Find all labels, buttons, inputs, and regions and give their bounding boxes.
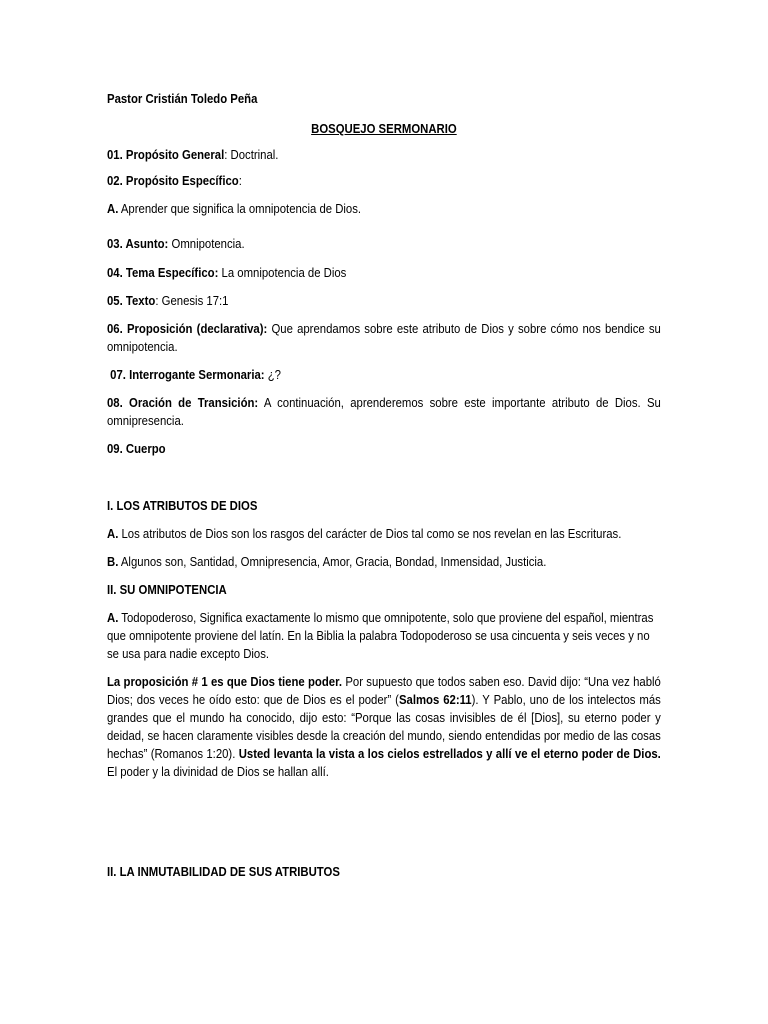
document-body [107,90,661,881]
proposicion [107,320,661,356]
item-label: 02. Propósito Específico [107,173,239,188]
paragraph-text: Por supuesto que todos saben eso. David dijo: “Una vez habló Dios; dos veces he oído esto: que de Dios es el poder” ( [107,674,661,707]
bible-reference: Salmos 62:11 [398,692,472,707]
section-heading [107,497,661,515]
section-heading [107,863,661,881]
paragraph-text: Algunos son, Santidad, Omnipresencia, Amor, Gracia, Bondad, Inmensidad, Justicia. [118,554,547,569]
item-value: : Genesis 17:1 [155,293,229,308]
document-title [107,120,661,138]
item-label: 09. Cuerpo [107,441,166,456]
interrogante-sermonaria [107,366,661,384]
item-label: 04. Tema Específico: [107,265,219,280]
item-label: 08. Oración de Transición: [107,395,259,410]
item-value: A continuación, aprenderemos sobre este importante atributo de Dios. Su omnipresencia. [107,395,661,428]
item-label: A. [107,526,119,541]
paragraph [107,609,661,663]
proposito-general [107,146,661,164]
heading-text: II. LA INMUTABILIDAD DE SUS ATRIBUTOS [107,864,340,879]
author-name: Pastor Cristián Toledo Peña [107,91,258,106]
item-label: 06. Proposición (declarativa): [107,321,268,336]
item-label: 03. Asunto: [107,236,169,251]
title-text: BOSQUEJO SERMONARIO [311,121,457,136]
paragraph [107,673,661,781]
item-value: Aprender que significa la omnipotencia de Dios. [118,201,362,216]
oracion-transicion [107,394,661,430]
asunto [107,235,661,253]
heading-text: I. LOS ATRIBUTOS DE DIOS [107,498,258,513]
section-heading [107,581,661,599]
paragraph-text: ). Y Pablo, uno de los intelectos más grandes que el mundo ha conocido, dijo esto: “Porque las cosas invisibles de él [Dios], su eterno poder y deidad, se hacen claramente visibles desde la creación del mundo, siendo entendidas por medio de las cosas hechas” (Romanos 1:20). [107,692,661,761]
paragraph [107,553,661,571]
item-value: : [238,173,242,188]
texto [107,292,661,310]
item-value: Omnipotencia. [168,236,245,251]
author-line [107,90,661,108]
heading-text: II. SU OMNIPOTENCIA [107,582,227,597]
item-label: 01. Propósito General [107,147,225,162]
emphasis-text: Usted levanta la vista a los cielos estrellados y allí ve el eterno poder de Dios. [238,746,661,761]
paragraph-text: Todopoderoso, Significa exactamente lo mismo que omnipotente, solo que proviene del español, mientras que omnipotente proviene del latín. En la Biblia la palabra Todopoderoso se usa cincuenta y seis veces y no se usa para nadie excepto Dios. [107,610,654,661]
item-value: : Doctrinal. [224,147,279,162]
paragraph-text: El poder y la divinidad de Dios se hallan allí. [107,764,329,779]
paragraph [107,525,661,543]
emphasis-text: La proposición # 1 es que Dios tiene poder. [107,674,343,689]
item-label: A. [107,201,119,216]
item-value: Que aprendamos sobre este atributo de Dios y sobre cómo nos bendice su omnipotencia. [107,321,661,354]
item-label: A. [107,610,119,625]
item-value: La omnipotencia de Dios [218,265,347,280]
paragraph-text: Los atributos de Dios son los rasgos del carácter de Dios tal como se nos revelan en las Escrituras. [118,526,622,541]
tema-especifico [107,264,661,282]
proposito-especifico [107,172,661,190]
item-value: ¿? [264,367,281,382]
item-label: 07. Interrogante Sermonaria: [107,367,265,382]
cuerpo [107,440,661,458]
proposito-especifico-a [107,200,661,218]
item-label: 05. Texto [107,293,156,308]
item-label: B. [107,554,119,569]
